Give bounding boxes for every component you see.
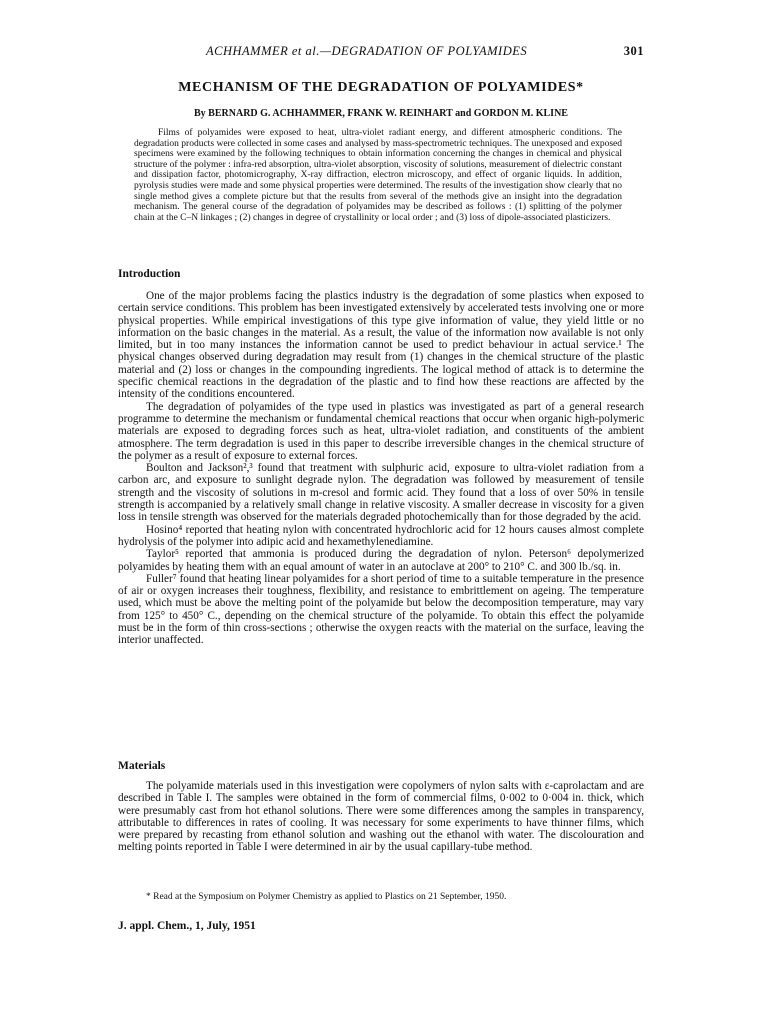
paragraph: Taylor⁵ reported that ammonia is produced during the degradation of nylon. Peterson⁶ depolymerized polyamides by heating them with an equal amount of water in an autoclave at 200° to 210° C. and 300 lb./sq. in.: [118, 548, 644, 573]
section-heading-introduction: Introduction: [118, 268, 181, 280]
page-number: 301: [623, 44, 644, 58]
authors-line: By BERNARD G. ACHHAMMER, FRANK W. REINHART and GORDON M. KLINE: [194, 108, 568, 119]
introduction-body: [118, 290, 644, 647]
section-heading-materials: Materials: [118, 760, 166, 772]
paragraph: One of the major problems facing the plastics industry is the degradation of some plastics when exposed to certain service conditions. This problem has been investigated extensively by accelerated tests involving one or more physical properties. While empirical investigations of this type give information of value, they yield little or no information on the basic changes in the material. As a result, the value of the information now available is not only limited, but in too many instances the information cannot be used to predict behaviour in actual service.¹ The physical changes observed during degradation may result from (1) changes in the chemical structure of the plastic material and (2) loss or changes in the compounding ingredients. The logical method of attack is to determine the specific chemical reactions in the degradation of the plastic and to find how these reactions are affected by the intensity of the conditions encountered.: [118, 290, 644, 401]
running-head-title: ACHHAMMER et al.—DEGRADATION OF POLYAMIDES: [206, 44, 528, 58]
paragraph: Boulton and Jackson²,³ found that treatment with sulphuric acid, exposure to ultra-violet radiation from a carbon arc, and exposure to sunlight degrade nylon. The degradation was followed by measurement of tensile strength and the viscosity of solutions in m-cresol and formic acid. They found that a loss of over 50% in tensile strength is accompanied by a relatively small change in relative viscosity. A smaller decrease in viscosity for a given loss in tensile strength was observed for the materials degraded photochemically than for those degraded by the acid.: [118, 462, 644, 524]
paragraph: The degradation of polyamides of the type used in plastics was investigated as part of a general research programme to determine the mechanism or fundamental chemical reactions that occur when organic high-polymeric materials are exposed to degrading forces such as heat, ultra-violet radiation, and constituents of the ambient atmosphere. The term degradation is used in this paper to describe irreversible changes in the chemical structure of the polymer as a result of exposure to external forces.: [118, 400, 644, 462]
journal-citation: J. appl. Chem., 1, July, 1951: [118, 920, 256, 932]
materials-body: [118, 780, 644, 854]
article-title: MECHANISM OF THE DEGRADATION OF POLYAMIDES*: [178, 80, 584, 95]
paragraph: Fuller⁷ found that heating linear polyamides for a short period of time to a suitable temperature in the presence of air or oxygen increases their toughness, flexibility, and resistance to embrittlement on ageing. The temperature used, which must be above the melting point of the polyamide but below the decomposition temperature, may vary from 125° to 450° C., depending on the chemical structure of the polyamide. To obtain this effect the polyamide must be in the form of thin cross-sections ; otherwise the oxygen reacts with the material on the surface, leaving the interior unaffected.: [118, 572, 644, 647]
footnote: * Read at the Symposium on Polymer Chemistry as applied to Plastics on 21 September, 1950.: [146, 892, 507, 902]
paragraph: The polyamide materials used in this investigation were copolymers of nylon salts with ε-caprolactam and are described in Table I. The samples were obtained in the form of commercial films, 0·002 to 0·004 in. thick, which were presumably cast from hot ethanol solutions. There were some differences among the samples in transparency, attributable to differences in rates of cooling. It was necessary for some experiments to have thinner films, which were prepared by recasting from ethanol solution and washing out the ethanol with water. The discolouration and melting points reported in Table I were determined in air by the usual capillary-tube method.: [118, 780, 644, 854]
abstract: Films of polyamides were exposed to heat, ultra-violet radiant energy, and different atmospheric conditions. The degradation products were collected in some cases and analysed by mass-spectrometric techniques. The unexposed and exposed specimens were examined by the following techniques to obtain information concerning the changes in chemical and physical structure of the polymer : infra-red absorption, ultra-violet absorption, viscosity of solutions, measurement of dielectric constant and dissipation factor, photomicrography, X-ray diffraction, electron microscopy, and effect of organic liquids. In addition, pyrolysis studies were made and some physical properties were determined. The results of the investigation show clearly that no single method gives a complete picture but that the results from several of the methods give an insight into the degradation mechanism. The general course of the degradation of polyamides may be described as follows : (1) splitting of the polymer chain at the C–N linkages ; (2) changes in degree of crystallinity or local order ; and (3) loss of dipole-associated plasticizers.: [134, 128, 622, 223]
paragraph: Hosino⁴ reported that heating nylon with concentrated hydrochloric acid for 12 hours causes almost complete hydrolysis of the polymer into adipic acid and hexamethylenediamine.: [118, 523, 644, 548]
